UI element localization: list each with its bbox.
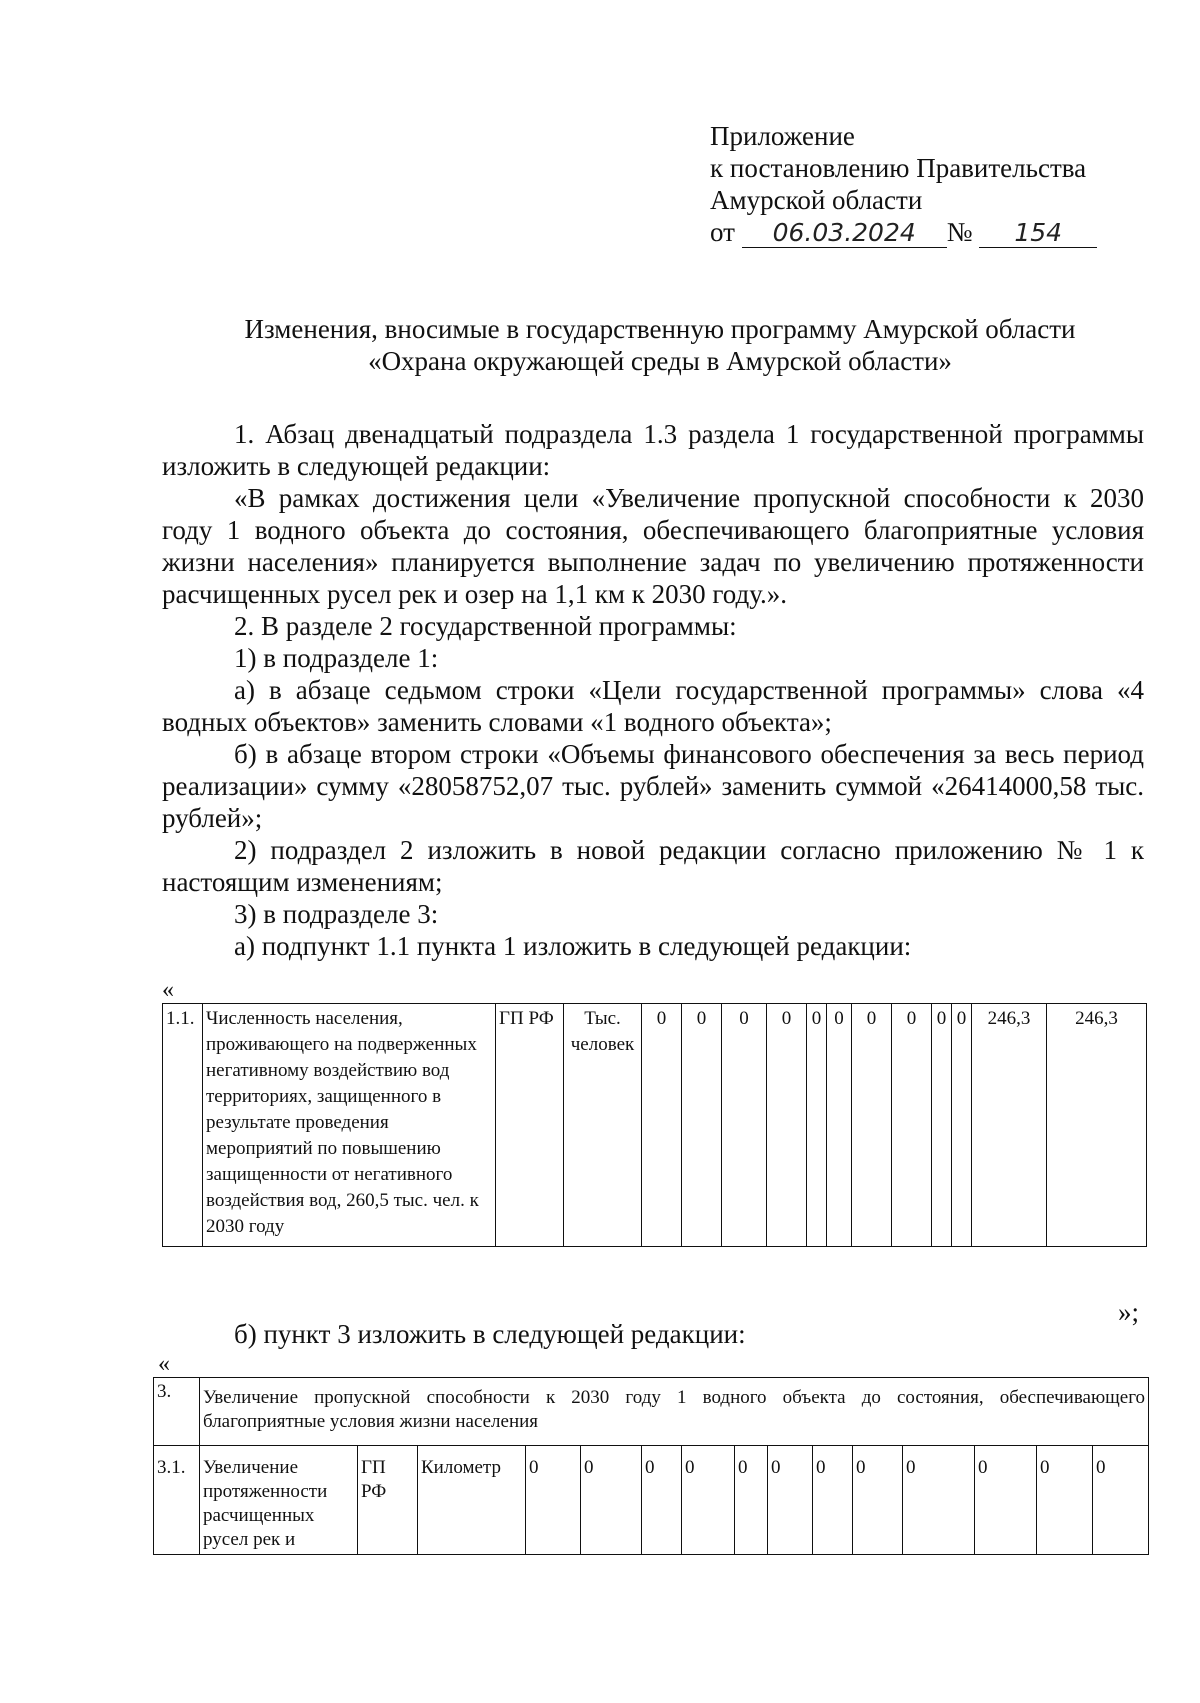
- value-cell: 246,3: [972, 1004, 1047, 1247]
- quote-open-1: «: [162, 977, 174, 1003]
- value-cell: 0: [813, 1446, 853, 1555]
- value-cell: 0: [1093, 1446, 1149, 1555]
- row-number: 1.1.: [163, 1004, 203, 1247]
- indicator-unit: Километр: [418, 1446, 526, 1555]
- document-title: [160, 313, 1160, 377]
- paragraph-2: 2. В разделе 2 государственной программы:: [234, 611, 737, 641]
- appendix-date-line: [710, 216, 1097, 248]
- appendix-resolution: к постановлению Правительства: [710, 153, 1087, 183]
- paragraph-2-1: 1) в подразделе 1:: [234, 643, 439, 673]
- quote-close-1: »;: [1118, 1297, 1140, 1327]
- value-cell: 0: [807, 1004, 827, 1247]
- goal-number: 3.: [154, 1378, 200, 1446]
- value-cell: 0: [526, 1446, 581, 1555]
- value-cell: 0: [642, 1446, 682, 1555]
- value-cell: 0: [952, 1004, 972, 1247]
- value-cell: 0: [1037, 1446, 1093, 1555]
- quote-open-2: «: [158, 1351, 170, 1377]
- appendix-region: Амурской области: [710, 185, 923, 215]
- indicator-level: ГП РФ: [358, 1446, 418, 1555]
- appendix-label: Приложение: [710, 121, 855, 151]
- table-row: [163, 1004, 1147, 1247]
- value-cell: 0: [682, 1446, 735, 1555]
- appendix-header: [710, 120, 1097, 248]
- handwritten-date: 06.03.2024: [742, 219, 947, 248]
- value-cell: 246,3: [1047, 1004, 1147, 1247]
- row-number: 3.1.: [154, 1446, 200, 1555]
- paragraph-2-3-a: а) подпункт 1.1 пункта 1 изложить в следующей редакции:: [234, 931, 912, 961]
- indicator-table-1: [162, 1003, 1147, 1247]
- handwritten-number: 154: [979, 219, 1097, 248]
- indicator-unit: Тыс. человек: [564, 1004, 642, 1247]
- value-cell: 0: [853, 1446, 903, 1555]
- value-cell: 0: [722, 1004, 767, 1247]
- value-cell: 0: [767, 1004, 807, 1247]
- value-cell: 0: [827, 1004, 852, 1247]
- value-cell: 0: [768, 1446, 813, 1555]
- indicator-name: Численность населения, проживающего на подверженных негативному воздействию вод территориях, защищенного в результате проведения мероприятий по повышению защищенности от негативного воздействия вод, 260,5 тыс. чел. к 2030 году: [203, 1004, 496, 1247]
- number-prefix: №: [946, 217, 973, 247]
- title-line-1: Изменения, вносимые в государственную программу Амурской области: [244, 314, 1076, 344]
- value-cell: 0: [932, 1004, 952, 1247]
- paragraph-2-1-b: б) в абзаце втором строки «Объемы финансового обеспечения за весь период реализации» сумму «28058752,07 тыс. рублей» заменить суммой «26414000,58 тыс. рублей»;: [162, 739, 1144, 833]
- title-line-2: «Охрана окружающей среды в Амурской области»: [368, 346, 952, 376]
- indicator-name: Увеличение протяженности расчищенных русел рек и: [200, 1446, 358, 1555]
- value-cell: 0: [735, 1446, 768, 1555]
- value-cell: 0: [975, 1446, 1037, 1555]
- value-cell: 0: [682, 1004, 722, 1247]
- value-cell: 0: [892, 1004, 932, 1247]
- value-cell: 0: [852, 1004, 892, 1247]
- indicator-level: ГП РФ: [496, 1004, 564, 1247]
- value-cell: 0: [581, 1446, 642, 1555]
- document-body: [162, 418, 1144, 962]
- value-cell: 0: [642, 1004, 682, 1247]
- paragraph-2-3: 3) в подразделе 3:: [234, 899, 439, 929]
- paragraph-1: 1. Абзац двенадцатый подраздела 1.3 раздела 1 государственной программы изложить в следующей редакции:: [162, 419, 1144, 481]
- date-prefix: от: [710, 217, 735, 247]
- table-row: [154, 1446, 1149, 1555]
- goal-text: Увеличение пропускной способности к 2030 году 1 водного объекта до состояния, обеспечивающего благоприятные условия жизни населения: [200, 1378, 1149, 1446]
- indicator-table-2: [153, 1377, 1149, 1555]
- paragraph-2-1-a: а) в абзаце седьмом строки «Цели государственной программы» слова «4 водных объектов» заменить словами «1 водного объекта»;: [162, 675, 1144, 737]
- paragraph-2-3-b: б) пункт 3 изложить в следующей редакции:: [234, 1319, 746, 1349]
- value-cell: 0: [903, 1446, 975, 1555]
- paragraph-2-2: 2) подраздел 2 изложить в новой редакции согласно приложению № 1 к настоящим изменениям;: [162, 835, 1144, 897]
- paragraph-quote: «В рамках достижения цели «Увеличение пропускной способности к 2030 году 1 водного объекта до состояния, обеспечивающего благоприятные условия жизни населения» планируется выполнение задач по увеличению протяженности расчищенных русел рек и озер на 1,1 км к 2030 году.».: [162, 483, 1144, 609]
- table-row-goal: [154, 1378, 1149, 1446]
